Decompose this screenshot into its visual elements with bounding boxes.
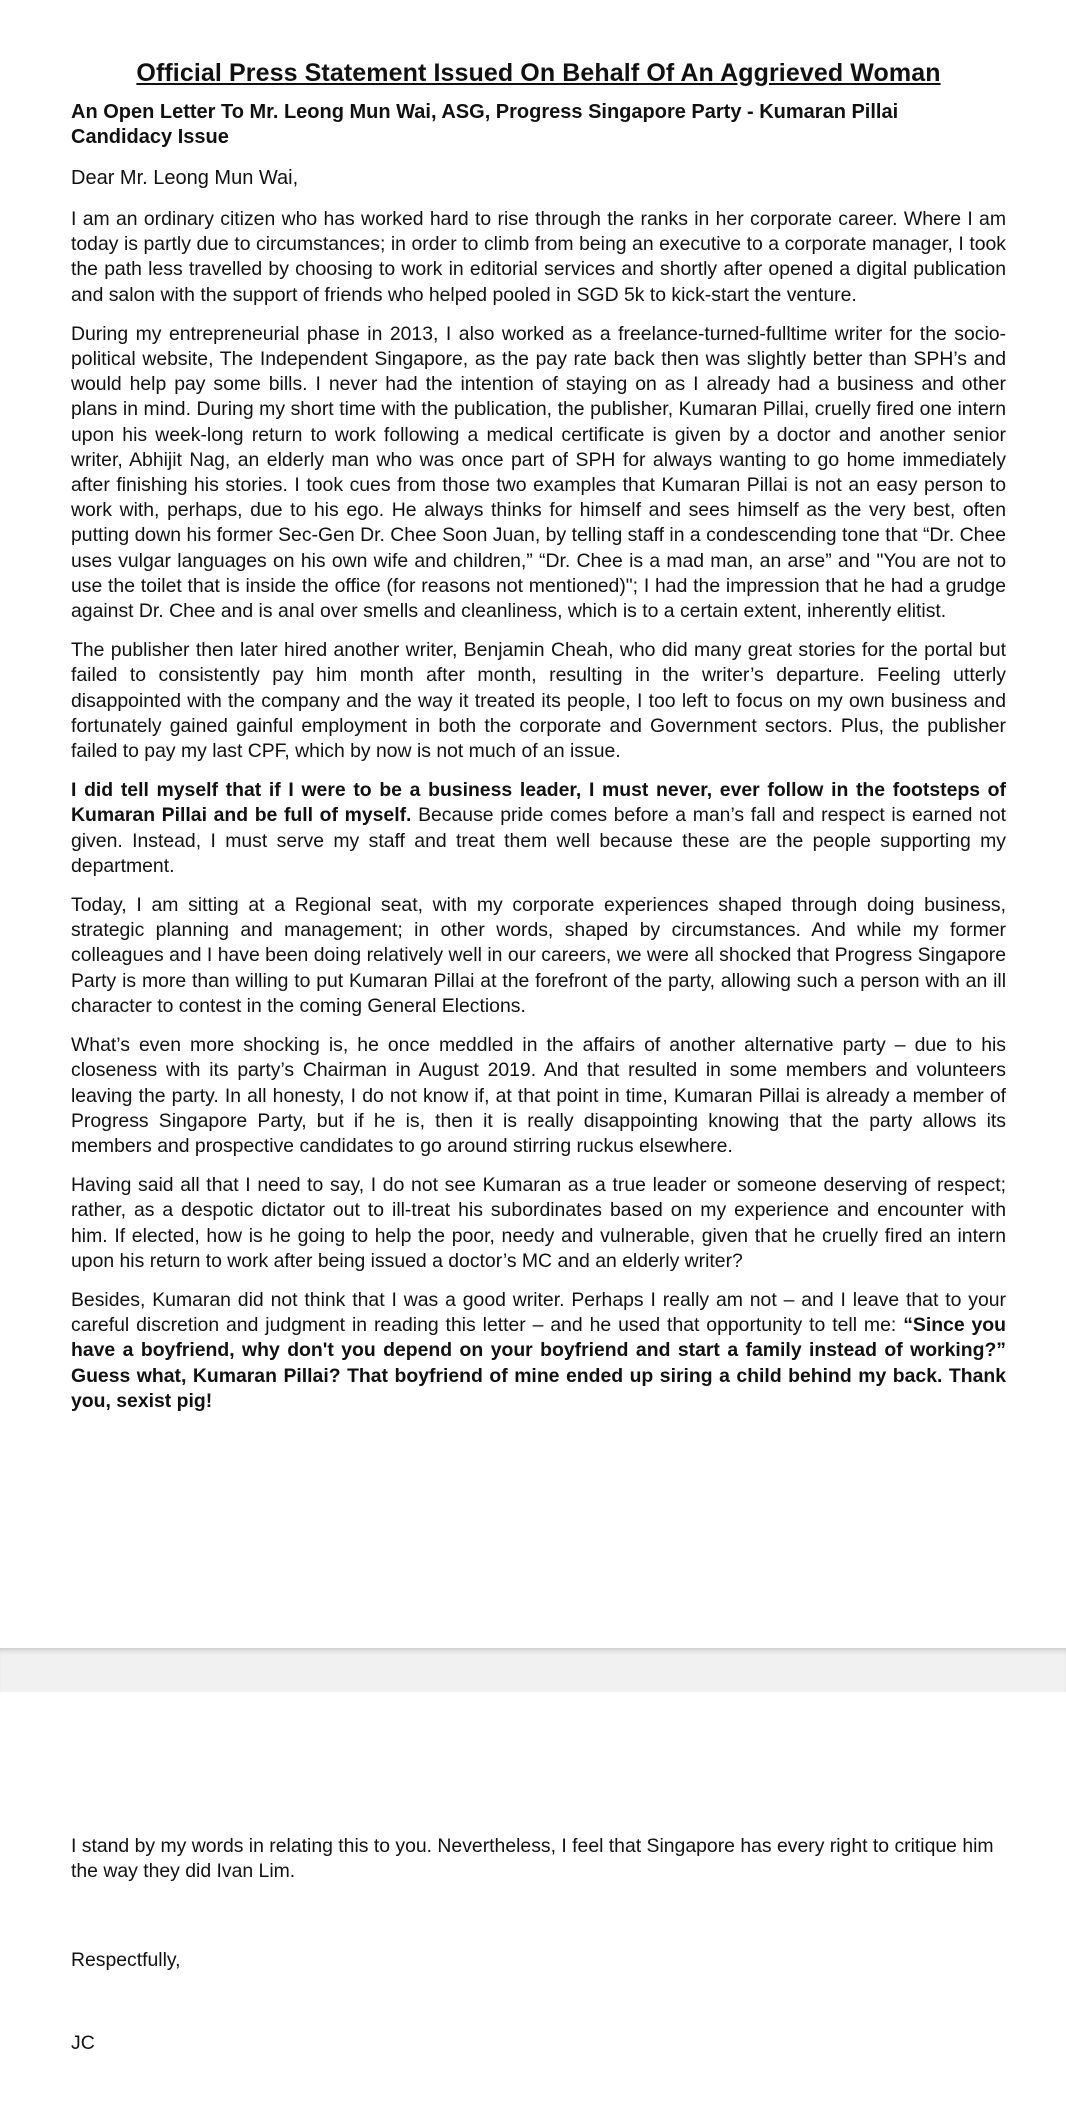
paragraph-regional-seat: Today, I am sitting at a Regional seat, with my corporate experiences shaped through doing business, strategic planning and management; in other words, shaped by circumstances. And while my former colleagues and I have been doing relatively well in our careers, we were all shocked that Progress Singapore Party is more than willing to put Kumaran Pillai at the forefront of the party, allowing such a person with an ill character to contest in the coming General Elections. [71,894,1006,1017]
emphasis-quote: “Since you have a boyfriend, why don't you depend on your boyfriend and start a family instead of working?” Guess what, Kumaran Pillai? That boyfriend of mine ended up siring a child behind my back. Thank you, sexist pig! [71,1314,1007,1412]
paragraph-meddling: What’s even more shocking is, he once meddled in the affairs of another alternative party – due to his closeness with its party’s Chairman in August 2019. And that resulted in some members and volunteers leaving the party. In all honesty, I do not know if, at that point in time, Kumaran Pillai is already a member of Progress Singapore Party, but if he is, then it is really disappointing knowing that the party allows its members and prospective candidates to go around stirring ruckus elsewhere. [71,1034,1006,1157]
paragraph-leadership-assessment: Having said all that I need to say, I do not see Kumaran as a true leader or someone deserving of respect; rather, as a despotic dictator out to ill-treat his subordinates based on my experience and encounter with him. If elected, how is he going to help the poor, needy and vulnerable, given that he cruelly fired an intern upon his return to work after being issued a doctor’s MC and an elderly writer? [71,1174,1006,1272]
salutation: Dear Mr. Leong Mun Wai, [71,167,299,189]
page-separator [0,1648,1066,1692]
closing-paragraph: I stand by my words in relating this to you. Nevertheless, I feel that Singapore has every right to critique him the way they did Ivan Lim. [71,1835,994,1883]
letter-body [71,54,1006,1414]
page-title: Official Press Statement Issued On Behalf Of An Aggrieved Woman [136,59,941,87]
paragraph-leadership-vow [71,778,1006,879]
letter-subject: An Open Letter To Mr. Leong Mun Wai, ASG, Progress Singapore Party - Kumaran Pillai Candidacy Issue [71,101,899,148]
closing-salutation: Respectfully, [71,1949,181,1971]
paragraph-publisher-hiring: The publisher then later hired another writer, Benjamin Cheah, who did many great stories for the portal but failed to consistently pay him month after month, resulting in the writer’s departure. Feeling utterly disappointed with the company and the way it treated its people, I too left to focus on my own business and fortunately gained gainful employment in both the corporate and Government sectors. Plus, the publisher failed to pay my last CPF, which by now is not much of an issue. [71,639,1006,763]
paragraph-background: I am an ordinary citizen who has worked hard to rise through the ranks in her corporate career. Where I am today is partly due to circumstances; in order to climb from being an executive to a corporate manager, I took the path less travelled by choosing to work in editorial services and shortly after opened a digital publication and salon with the support of friends who helped pooled in SGD 5k to kick-start the venture. [71,208,1006,306]
paragraph-text: Because pride comes before a man’s fall and respect is earned not given. Instead, I must serve my staff and treat them well because these are the people supporting my department. [71,804,1006,877]
document-page-2 [0,1692,1066,2116]
paragraph-text: Besides, Kumaran did not think that I was a good writer. Perhaps I really am not – and I leave that to your careful discretion and judgment in reading this letter – and he used that opportunity to tell me: [71,1288,1006,1337]
emphasis-text: I did tell myself that if I were to be a business leader, I must never, ever follow in the footsteps of Kumaran Pillai and be full of myself. [71,779,1006,827]
paragraph-sexist-remark [71,1288,1006,1414]
signature: JC [71,2032,95,2054]
paragraph-entrepreneurial-phase: During my entrepreneurial phase in 2013, I also worked as a freelance-turned-fulltime writer for the socio-political website, The Independent Singapore, as the pay rate back then was slightly better than SPH’s and would help pay some bills. I never had the intention of staying on as I already had a business and other plans in mind. During my short time with the publication, the publisher, Kumaran Pillai, cruelly fired one intern upon his week-long return to work following a medical certificate is given by a doctor and another senior writer, Abhijit Nag, an elderly man who was once part of SPH for always wanting to go home immediately after finishing his stories. I took cues from those two examples that Kumaran Pillai is not an easy person to work with, perhaps, due to his ego. He always thinks for himself and sees himself as the very best, often putting down his former Sec-Gen Dr. Chee Soon Juan, by telling staff in a condescending tone that “Dr. Chee uses vulgar languages on his own wife and children,” “Dr. Chee is a mad man, an arse” and "You are not to use the toilet that is inside the office (for reasons not mentioned)"; I had the impression that he had a grudge against Dr. Chee and is anal over smells and cleanliness, which is to a certain extent, inherently elitist. [71,322,1006,623]
